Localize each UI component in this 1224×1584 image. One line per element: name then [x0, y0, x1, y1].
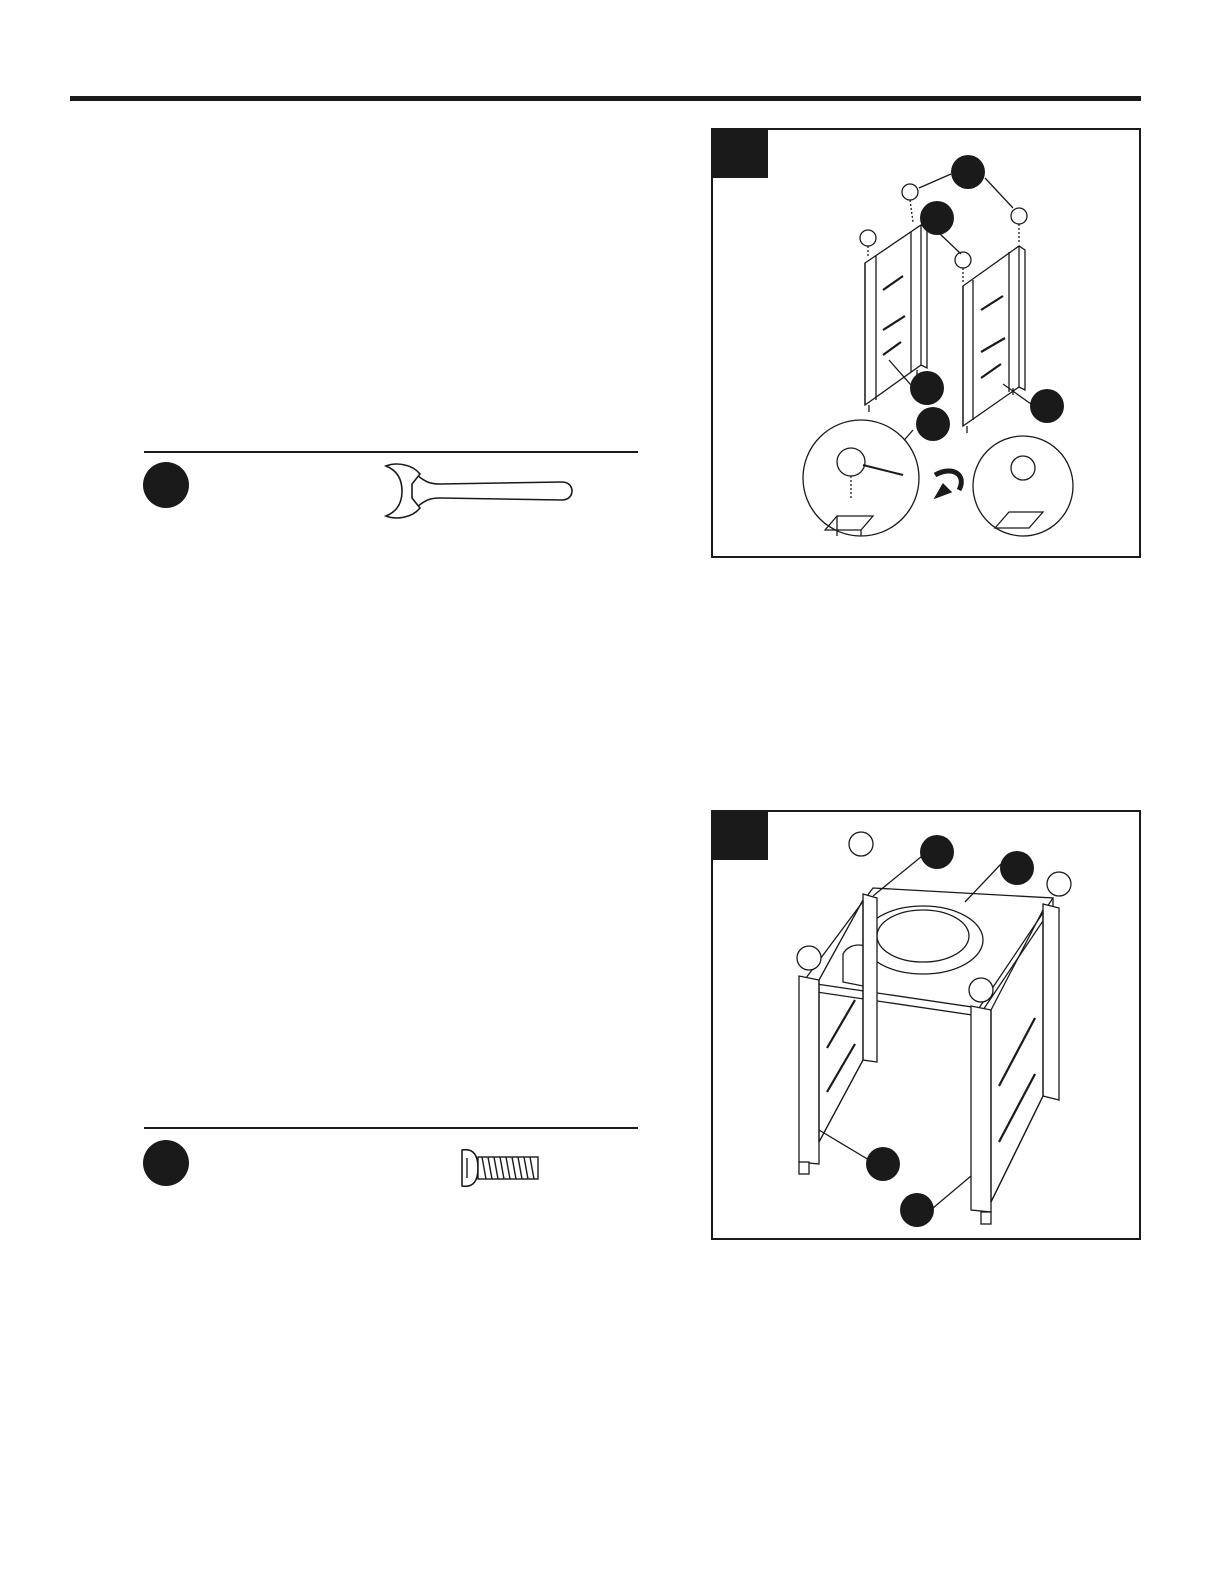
cart-frame-assembly-drawing: [713, 812, 1139, 1238]
casters-assembly-drawing: [713, 130, 1139, 556]
hardware-divider: [144, 1127, 638, 1129]
hardware-badge: [143, 1140, 189, 1186]
screw-icon: [458, 1146, 542, 1195]
header-rule: [70, 96, 1141, 101]
hardware-badge: [143, 462, 189, 508]
step-figure: [711, 810, 1141, 1240]
hardware-divider: [144, 451, 638, 453]
wrench-icon: [382, 460, 574, 527]
step-figure: [711, 128, 1141, 558]
